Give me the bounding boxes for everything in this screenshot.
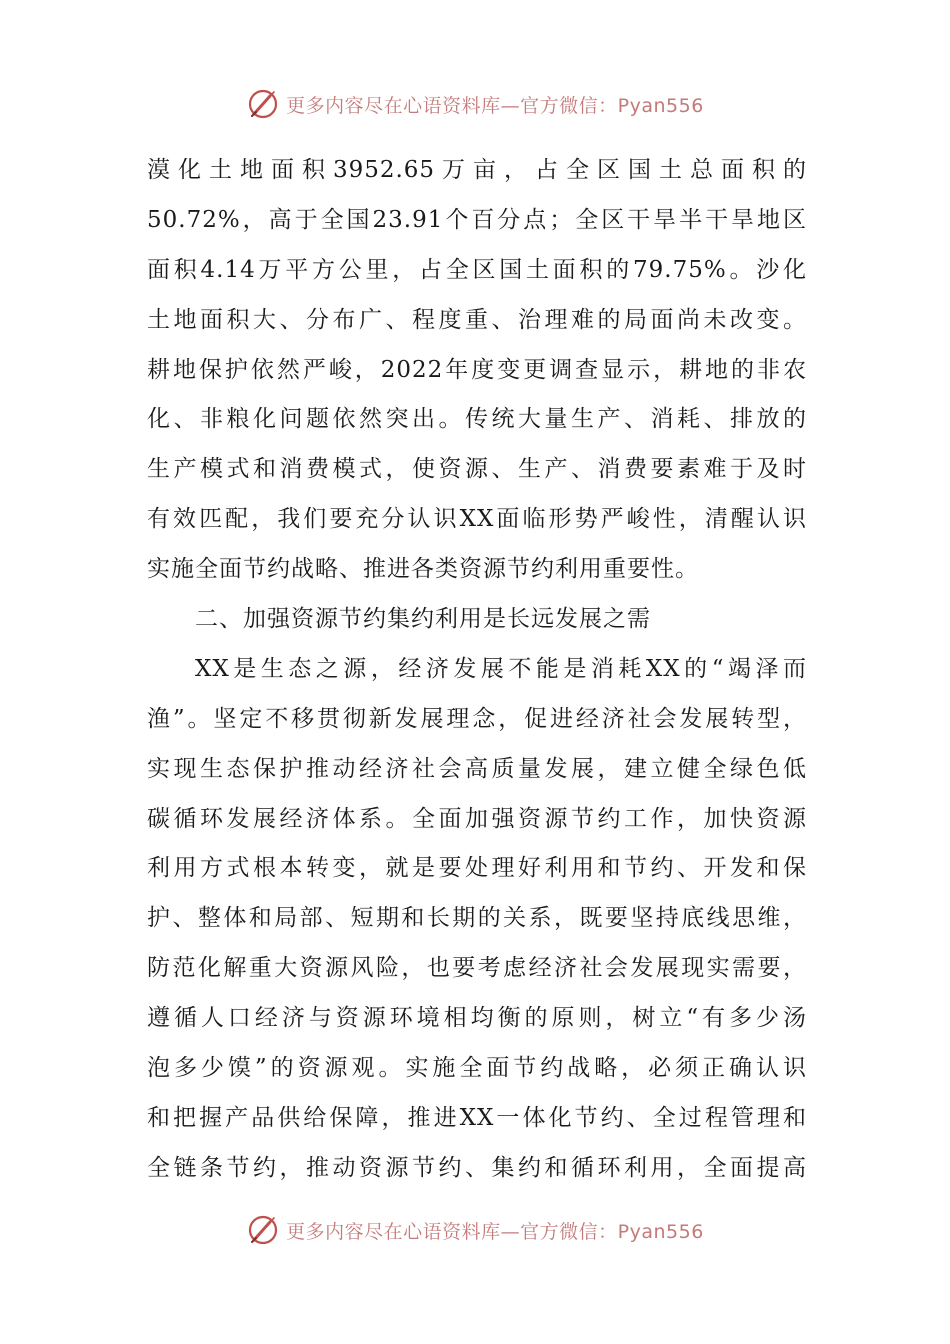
watermark-text: 更多内容尽在心语资料库—官方微信：Pyan556 — [286, 1220, 704, 1243]
body-line-6: 化、非粮化问题依然突出。传统大量生产、消耗、排放的 — [147, 406, 807, 433]
header-watermark — [0, 84, 950, 124]
footer-watermark — [0, 1210, 950, 1250]
pen-circle-logo-icon — [246, 87, 280, 121]
body-line-19: 泡多少馍”的资源观。实施全面节约战略，必须正确认识 — [147, 1055, 807, 1082]
body-line-12: 渔”。坚定不移贯彻新发展理念，促进经济社会发展转型， — [147, 705, 807, 732]
body-line-11: XX是生态之源，经济发展不能是消耗XX的“竭泽而 — [195, 655, 807, 682]
body-line-3: 面积4.14万平方公里，占全区国土面积的79.75%。沙化 — [147, 256, 807, 283]
body-line-16: 护、整体和局部、短期和长期的关系，既要坚持底线思维， — [147, 905, 807, 932]
document-body — [147, 146, 807, 1194]
watermark-wechat-id: Pyan556 — [617, 94, 704, 117]
body-line-2: 50.72%，高于全国23.91个百分点；全区干旱半干旱地区 — [147, 206, 807, 233]
body-line-8: 有效匹配，我们要充分认识XX面临形势严峻性，清醒认识 — [147, 506, 807, 533]
watermark-wechat-id: Pyan556 — [617, 1220, 704, 1243]
body-line-20: 和把握产品供给保障，推进XX一体化节约、全过程管理和 — [147, 1104, 807, 1131]
watermark-text: 更多内容尽在心语资料库—官方微信：Pyan556 — [286, 94, 704, 117]
body-line-5: 耕地保护依然严峻，2022年度变更调查显示，耕地的非农 — [147, 356, 807, 383]
body-line-7: 生产模式和消费模式，使资源、生产、消费要素难于及时 — [147, 456, 807, 483]
body-line-18: 遵循人口经济与资源环境相均衡的原则，树立“有多少汤 — [147, 1005, 807, 1032]
body-line-21: 全链条节约，推动资源节约、集约和循环利用，全面提高 — [147, 1154, 807, 1181]
body-line-1: 漠化土地面积3952.65万亩，占全区国土总面积的 — [147, 157, 807, 183]
pen-circle-logo-icon — [246, 1213, 280, 1247]
body-line-13: 实现生态保护推动经济社会高质量发展，建立健全绿色低 — [147, 755, 807, 782]
body-line-14: 碳循环发展经济体系。全面加强资源节约工作，加快资源 — [147, 805, 807, 832]
section-heading: 二、加强资源节约集约利用是长远发展之需 — [195, 606, 651, 633]
body-line-15: 利用方式根本转变，就是要处理好利用和节约、开发和保 — [147, 855, 807, 882]
body-line-17: 防范化解重大资源风险，也要考虑经济社会发展现实需要， — [147, 955, 807, 982]
body-line-9: 实施全面节约战略、推进各类资源节约利用重要性。 — [147, 556, 699, 583]
body-line-4: 土地面积大、分布广、程度重、治理难的局面尚未改变。 — [147, 306, 807, 333]
